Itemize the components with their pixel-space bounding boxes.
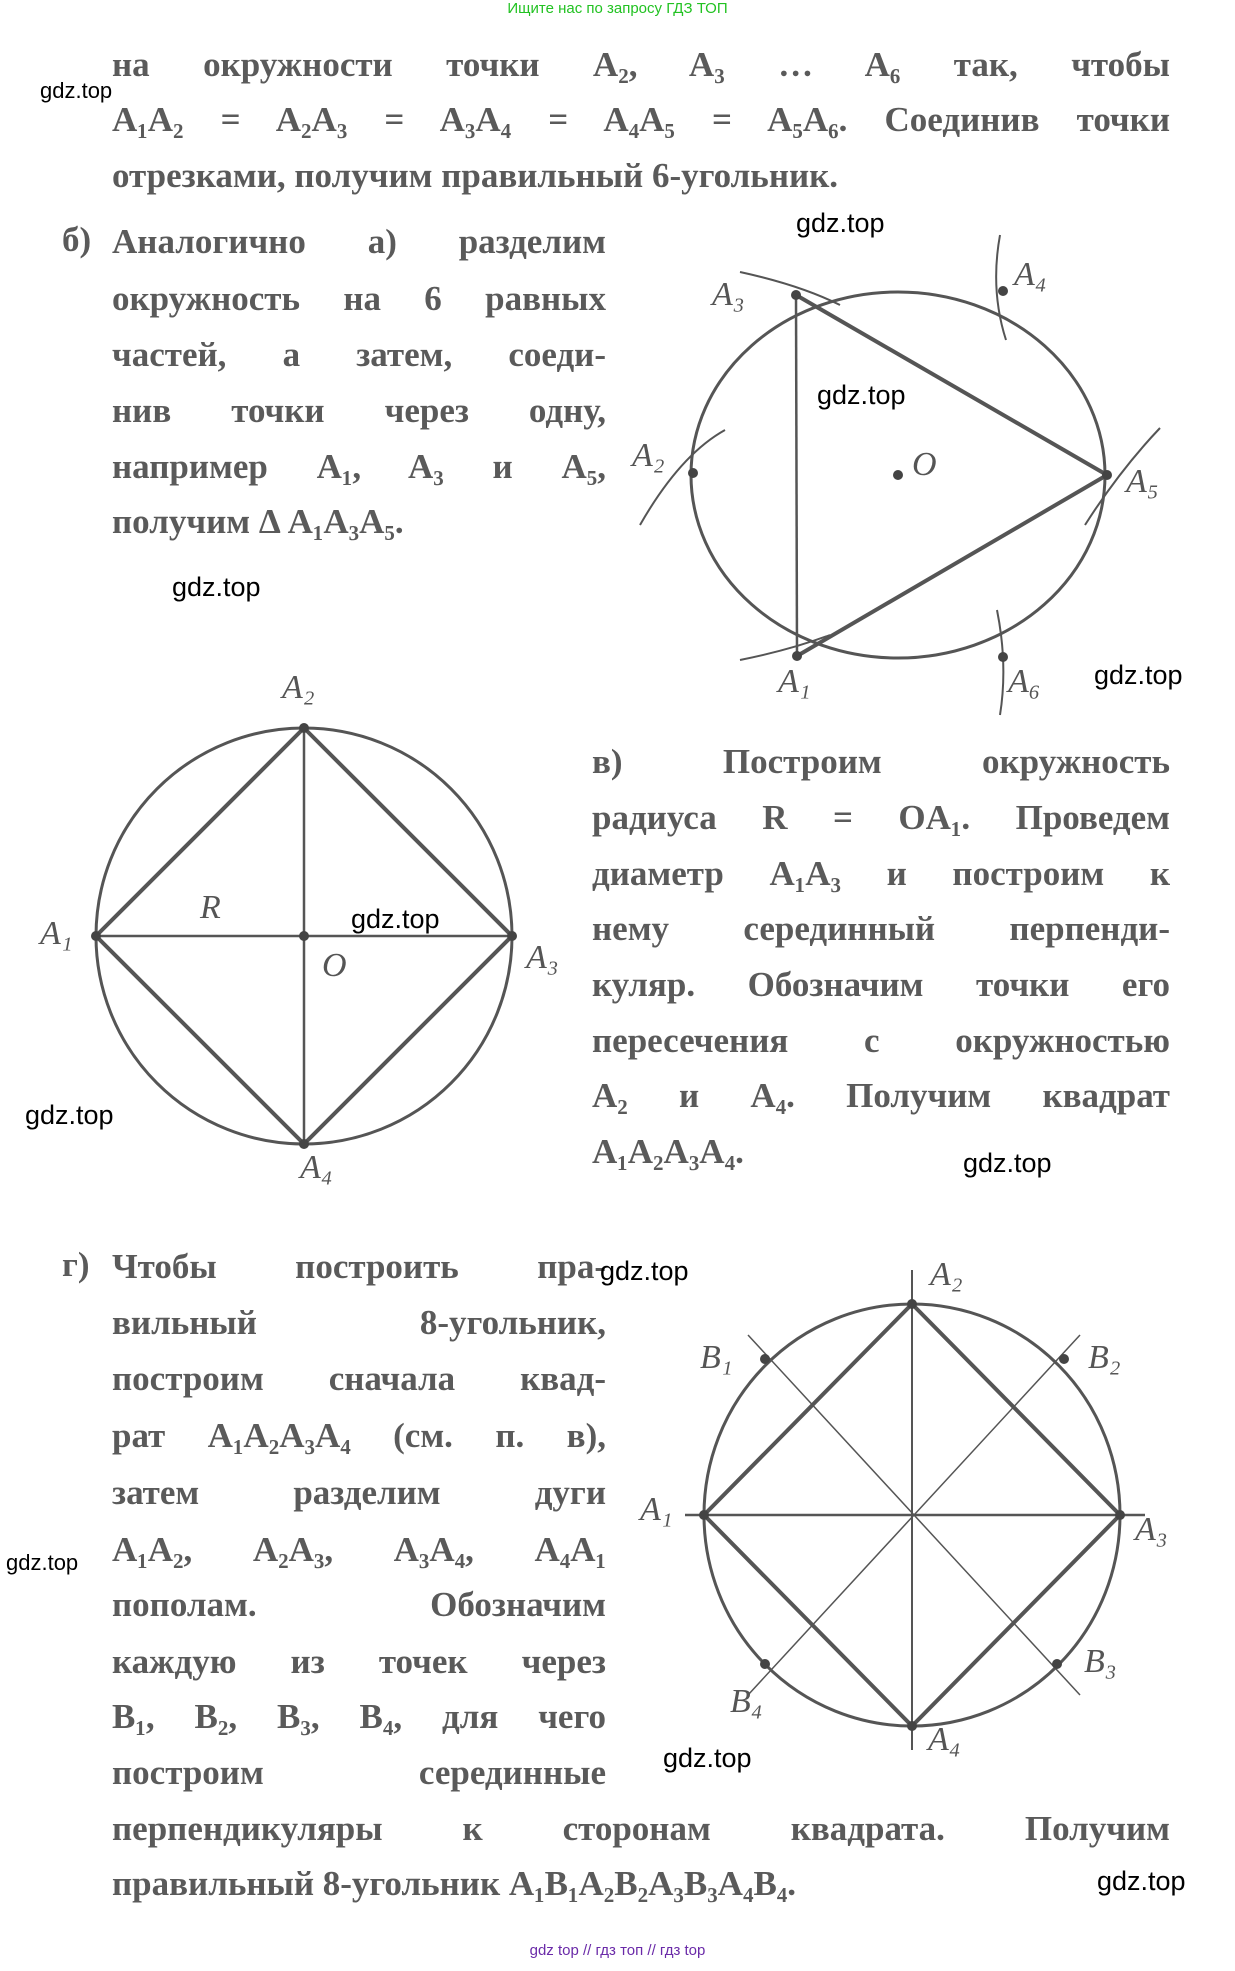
- search-hint-header: Ищите нас по запросу ГДЗ ТОП: [507, 0, 728, 17]
- part-b-line: нив точки через одну,: [112, 391, 606, 430]
- watermark: gdz.top: [25, 1100, 114, 1130]
- arc-mark: [997, 610, 1003, 715]
- part-v-line: диаметр A₁A₃ и построим к: [592, 854, 1170, 893]
- arc-mark: [740, 635, 830, 660]
- label-a2: A₂: [930, 1256, 963, 1293]
- watermark: gdz.top: [963, 1148, 1052, 1178]
- part-b-marker: б): [62, 220, 92, 259]
- part-v-line: куляр. Обозначим точки его: [592, 965, 1170, 1004]
- intro-line: отрезками, получим правильный 6-угольник.: [112, 156, 839, 195]
- part-b-line: например A₁, A₃ и A₅,: [112, 447, 606, 486]
- label-a1: A₁: [40, 915, 73, 952]
- arc-mark: [740, 272, 840, 305]
- label-o: O: [912, 446, 937, 483]
- part-g-line: пополам. Обозначим: [112, 1585, 606, 1624]
- part-b-line: получим Δ A₁A₃A₅.: [112, 502, 404, 541]
- part-b-line: окружность на 6 равных: [112, 279, 606, 318]
- part-g-line: A₁A₂, A₂A₃, A₃A₄, A₄A₁: [112, 1530, 606, 1569]
- part-g-line: построим серединные: [112, 1753, 606, 1792]
- intro-line: A₁A₂ = A₂A₃ = A₃A₄ = A₄A₅ = A₅A₆. Соединив точки: [112, 100, 1170, 139]
- label-b1: B₁: [700, 1339, 733, 1376]
- part-g-line: правильный 8-угольник A₁B₁A₂B₂A₃B₃A₄B₄.: [112, 1864, 797, 1903]
- label-o: O: [322, 947, 347, 984]
- part-g-line: вильный 8-угольник,: [112, 1303, 606, 1342]
- part-g-marker: г): [62, 1245, 90, 1284]
- watermark: gdz.top: [1094, 660, 1183, 690]
- watermark: gdz.top: [6, 1550, 79, 1575]
- part-v-line: A₁A₂A₃A₄.: [592, 1132, 744, 1171]
- label-b3: B₃: [1084, 1643, 1117, 1680]
- label-a4: A₄: [300, 1149, 333, 1186]
- watermark: gdz.top: [172, 572, 261, 602]
- watermark: gdz.top: [40, 78, 113, 103]
- part-g-line: B₁, B₂, B₃, B₄, для чего: [112, 1697, 606, 1736]
- watermark: gdz.top: [796, 208, 885, 238]
- label-a1: A₁: [640, 1491, 673, 1528]
- part-g-line: каждую из точек через: [112, 1642, 606, 1681]
- part-v-line: A₂ и A₄. Получим квадрат: [592, 1076, 1170, 1115]
- part-g-line: затем разделим дуги: [112, 1473, 606, 1512]
- part-g-line: построим сначала квад-: [112, 1359, 606, 1398]
- label-a5: A₅: [1126, 463, 1159, 500]
- part-b-line: частей, а затем, соеди-: [112, 335, 606, 374]
- watermark: gdz.top: [1097, 1866, 1186, 1896]
- label-a4: A₄: [1014, 256, 1047, 293]
- intro-line: на окружности точки A₂, A₃ … A₆ так, чтобы: [112, 45, 1170, 84]
- watermark: gdz.top: [600, 1256, 689, 1286]
- label-a2: A₂: [632, 437, 665, 474]
- part-g-line: перпендикуляры к сторонам квадрата. Получим: [112, 1809, 1170, 1848]
- label-r: R: [200, 889, 221, 926]
- footer-links: gdz top // гдз топ // гдз top: [529, 1942, 706, 1959]
- label-a3: A₃: [712, 276, 745, 313]
- label-a6: A₆: [1008, 663, 1041, 700]
- watermark: gdz.top: [817, 380, 906, 410]
- label-a3: A₃: [1135, 1511, 1168, 1548]
- part-v-line: нему серединный перпенди-: [592, 909, 1170, 948]
- part-b-line: Аналогично а) разделим: [112, 222, 606, 261]
- label-b2: B₂: [1088, 1339, 1121, 1376]
- label-b4: B₄: [730, 1683, 763, 1720]
- side-a1a3: [796, 295, 797, 656]
- part-v-line: в) Построим окружность: [592, 742, 1170, 781]
- part-g-line: рат A₁A₂A₃A₄ (см. п. в),: [112, 1416, 606, 1455]
- part-v-line: пересечения с окружностью: [592, 1021, 1170, 1060]
- figure-octagon: [685, 1270, 1145, 1750]
- watermark: gdz.top: [663, 1743, 752, 1773]
- label-a4: A₄: [928, 1721, 961, 1758]
- label-a1: A₁: [778, 663, 811, 700]
- side-a1a5: [797, 475, 1107, 656]
- part-g-line: Чтобы построить пра-: [112, 1247, 606, 1286]
- watermark: gdz.top: [351, 904, 440, 934]
- part-v-line: радиуса R = OA₁. Проведем: [592, 798, 1170, 837]
- label-a2: A₂: [282, 669, 315, 706]
- label-a3: A₃: [526, 939, 559, 976]
